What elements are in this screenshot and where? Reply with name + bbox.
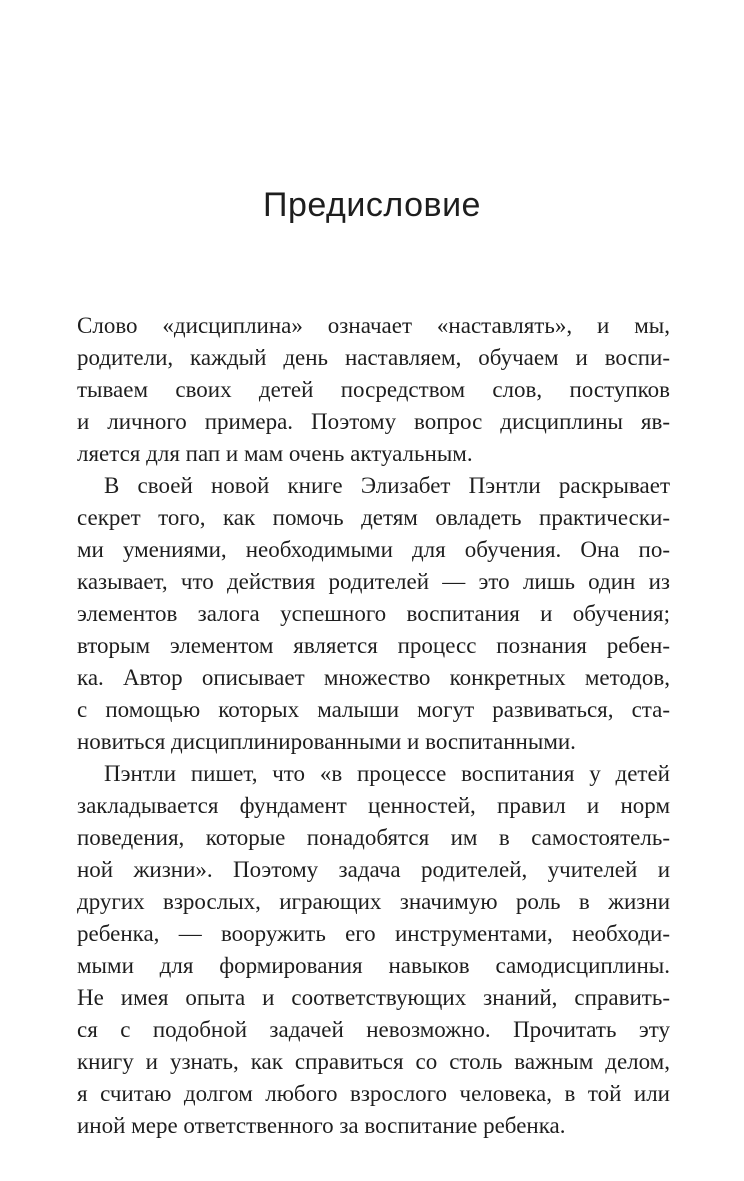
- text-line: я считаю долгом любого взрослого человека, в той или: [77, 1081, 670, 1106]
- text-line: ка. Автор описывает множество конкретных методов,: [77, 665, 670, 690]
- body-text: [77, 310, 670, 1142]
- text-line: родители, каждый день наставляем, обучаем и воспи-: [77, 345, 670, 370]
- text-line: ся с подобной задачей невозможно. Прочитать эту: [77, 1017, 670, 1042]
- paragraph-1: [77, 310, 670, 470]
- text-line: Слово «дисциплина» означает «наставлять», и мы,: [77, 313, 670, 338]
- page-title: Предисловие: [263, 186, 481, 224]
- text-line: тываем своих детей посредством слов, поступков: [77, 377, 670, 402]
- text-line: секрет того, как помочь детям овладеть практически-: [77, 505, 670, 530]
- text-line: поведения, которые понадобятся им в самостоятель-: [77, 825, 670, 850]
- text-line: с помощью которых малыши могут развиваться, ста-: [77, 697, 670, 722]
- text-line: казывает, что действия родителей — это лишь один из: [77, 569, 670, 594]
- text-line: ляется для пап и мам очень актуальным.: [77, 441, 473, 466]
- text-line: вторым элементом является процесс познания ребен-: [77, 633, 670, 658]
- text-line: новиться дисциплинированными и воспитанными.: [77, 729, 576, 754]
- text-line: других взрослых, играющих значимую роль в жизни: [77, 889, 670, 914]
- text-line: закладывается фундамент ценностей, правил и норм: [77, 793, 670, 818]
- text-line: Пэнтли пишет, что «в процессе воспитания у детей: [104, 761, 670, 786]
- paragraph-2: [77, 470, 670, 758]
- text-line: ми умениями, необходимыми для обучения. Она по-: [77, 537, 670, 562]
- paragraph-3: [77, 758, 670, 1142]
- text-line: В своей новой книге Элизабет Пэнтли раскрывает: [104, 473, 670, 498]
- text-line: и личного примера. Поэтому вопрос дисциплины яв-: [77, 409, 670, 434]
- text-line: ребенка, — вооружить его инструментами, необходи-: [77, 921, 670, 946]
- text-line: ной жизни». Поэтому задача родителей, учителей и: [77, 857, 670, 882]
- text-line: книгу и узнать, как справиться со столь важным делом,: [77, 1049, 670, 1074]
- text-line: Не имея опыта и соответствующих знаний, справить-: [77, 985, 670, 1010]
- text-line: иной мере ответственного за воспитание ребенка.: [77, 1113, 566, 1138]
- text-line: мыми для формирования навыков самодисциплины.: [77, 953, 670, 978]
- text-line: элементов залога успешного воспитания и обучения;: [77, 601, 670, 626]
